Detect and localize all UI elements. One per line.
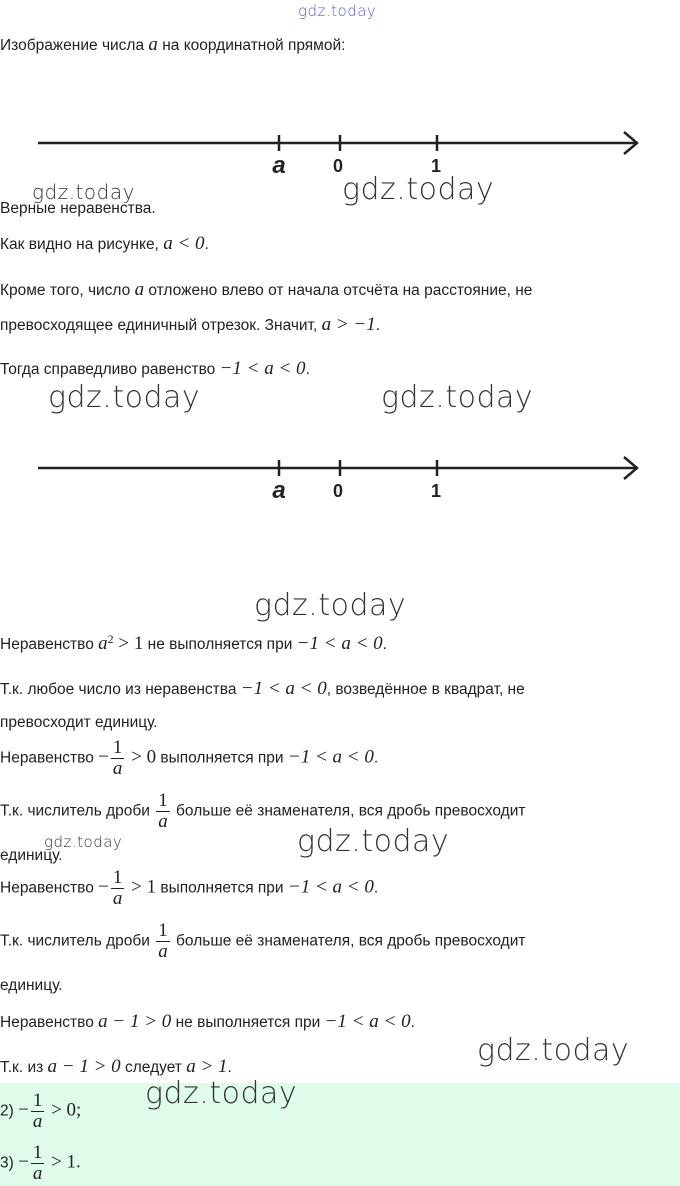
intro-text: Изображение числа a на координатной прямой:: [0, 34, 346, 55]
watermark: gdz.today: [477, 1033, 630, 1068]
para-4: Тогда справедливо равенство −1 < a < 0.: [0, 358, 310, 379]
watermark: gdz.today: [297, 824, 450, 859]
watermark: gdz.today: [254, 588, 407, 623]
statement-1-explanation-cont: превосходит единицу.: [0, 714, 158, 731]
number-line: [0, 125, 680, 185]
para-2: Кроме того, число a отложено влево от начала отсчёта на расстояние, не: [0, 279, 533, 300]
number-line-2: [0, 450, 680, 510]
correct-heading: Верные неравенства.: [0, 200, 156, 217]
watermark-top: gdz.today: [298, 2, 377, 20]
para-3: превосходящее единичный отрезок. Значит, a > −1.: [0, 314, 381, 335]
watermark: gdz.today: [145, 1076, 298, 1111]
statement-1: Неравенство $a^2 > 1$ не выполняется при −1 < a < 0.: [0, 632, 387, 655]
watermark: gdz.today: [342, 172, 495, 207]
watermark: gdz.today: [32, 180, 135, 204]
label-a: a: [272, 477, 286, 504]
statement-2-explanation: Т.к. числитель дроби $\frac{1}{a}$ больше её знаменателя, вся дробь превосходит: [0, 790, 526, 832]
label-a: a: [272, 152, 286, 179]
statement-4: Неравенство a − 1 > 0 не выполняется при −1 < a < 0.: [0, 1011, 415, 1032]
label-one: 1: [430, 156, 442, 176]
answer-box: [0, 1083, 680, 1186]
label-one: 1: [430, 481, 442, 501]
para-1: Как видно на рисунке, a < 0.: [0, 233, 209, 254]
statement-2: Неравенство − $\frac{1}{a}$ > 0 выполняется при −1 < a < 0.: [0, 737, 379, 779]
statement-4-explanation: Т.к. из a − 1 > 0 следует a > 1.: [0, 1056, 232, 1077]
label-zero: 0: [332, 481, 344, 501]
statement-3-explanation-cont: единицу.: [0, 977, 63, 994]
statement-1-explanation: Т.к. любое число из неравенства −1 < a < 0, возведённое в квадрат, не: [0, 678, 525, 699]
answer-item: 3) − $\frac{1}{a}$ > 1.: [0, 1142, 81, 1184]
statement-3: Неравенство − $\frac{1}{a}$ > 1 выполняется при −1 < a < 0.: [0, 867, 379, 909]
watermark: gdz.today: [48, 380, 201, 415]
watermark: gdz.today: [381, 380, 534, 415]
answer-item: 2) − $\frac{1}{a}$ > 0;: [0, 1090, 82, 1132]
watermark: gdz.today: [44, 833, 123, 851]
label-zero: 0: [332, 156, 344, 176]
statement-2-explanation-cont: единицу.: [0, 847, 63, 864]
statement-3-explanation: Т.к. числитель дроби $\frac{1}{a}$ больше её знаменателя, вся дробь превосходит: [0, 920, 526, 962]
